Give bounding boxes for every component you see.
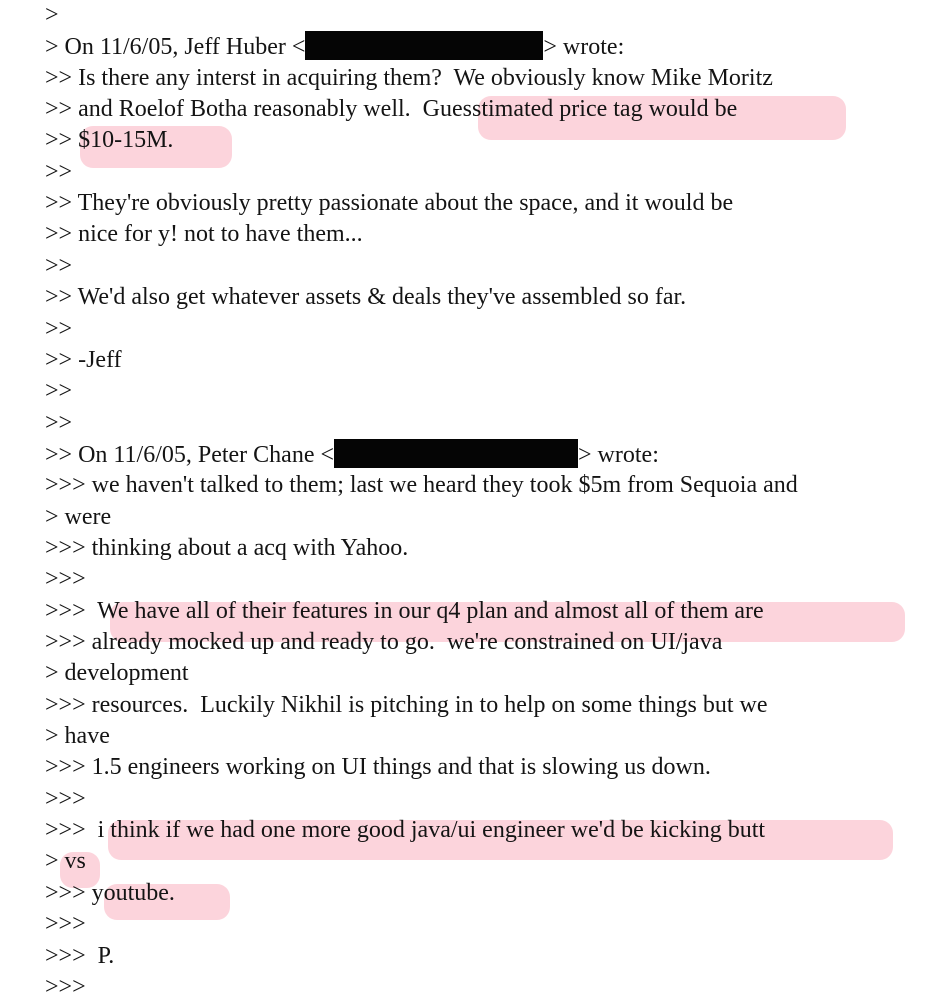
quote-prefix: >>	[45, 64, 79, 91]
email-line	[45, 63, 773, 94]
email-line	[45, 408, 72, 439]
email-line	[45, 439, 659, 470]
quote-prefix: >	[45, 503, 65, 530]
line-text: $10-15M.	[78, 127, 174, 154]
quote-prefix: >	[45, 34, 65, 61]
line-text: already mocked up and ready to go. we're constrained on UI/java	[91, 629, 723, 655]
line-text: thinking about a acq with Yahoo.	[91, 534, 409, 561]
line-text: 1.5 engineers working on UI things and that is slowing us down.	[91, 754, 711, 781]
line-text: we haven't talked to them; last we heard they took $5m from Sequoia and	[91, 472, 798, 499]
line-text: development	[64, 660, 189, 687]
line-text: We'd also get whatever assets & deals they've assembled so far.	[77, 284, 687, 311]
quote-prefix: >>	[45, 315, 73, 342]
email-line	[45, 941, 114, 972]
line-text: On 11/6/05, Peter Chane <	[78, 441, 335, 468]
email-line	[45, 972, 86, 996]
quote-prefix: >	[45, 2, 59, 28]
email-line	[45, 0, 59, 31]
redaction-bar	[334, 439, 578, 468]
email-line	[45, 376, 72, 407]
email-line	[45, 878, 175, 909]
email-line	[45, 596, 764, 627]
email-line	[45, 815, 765, 846]
email-line	[45, 31, 624, 62]
line-text: resources. Luckily Nikhil is pitching in to help on some things but we	[91, 691, 768, 718]
line-text: have	[64, 723, 110, 750]
line-text: youtube.	[91, 879, 175, 906]
line-text: vs	[64, 848, 86, 875]
quote-prefix: >>>	[45, 472, 92, 499]
email-line	[45, 721, 110, 752]
email-line	[45, 282, 686, 313]
email-line	[45, 219, 363, 250]
email-line	[45, 564, 86, 595]
quote-prefix: >>>	[45, 973, 86, 996]
quote-prefix: >>	[45, 284, 78, 311]
line-text: i think if we had one more good java/ui engineer we'd be kicking butt	[91, 817, 766, 844]
quote-prefix: >	[45, 723, 65, 750]
line-text: We have all of their features in our q4 plan and almost all of them are	[91, 597, 764, 624]
line-text: and Roelof Botha reasonably well. Guesstimated price tag would be	[78, 96, 738, 123]
quote-prefix: >>>	[45, 534, 92, 561]
quote-prefix: >>	[45, 441, 79, 468]
email-line	[45, 345, 122, 376]
email-line	[45, 909, 86, 940]
email-line	[45, 752, 711, 783]
line-text: They're obviously pretty passionate about the space, and it would be	[77, 190, 734, 217]
email-line	[45, 94, 737, 125]
email-line	[45, 470, 798, 501]
email-line	[45, 188, 733, 219]
quote-prefix: >>	[45, 346, 79, 373]
email-line	[45, 125, 173, 156]
line-text: were	[64, 503, 112, 530]
quote-prefix: >>>	[45, 691, 92, 718]
quote-prefix: >>>	[45, 597, 92, 624]
quote-prefix: >>>	[45, 879, 92, 906]
quote-prefix: >>>	[45, 629, 92, 655]
quote-prefix: >>>	[45, 566, 86, 593]
quote-prefix: >>>	[45, 754, 92, 781]
quote-prefix: >>	[45, 252, 73, 279]
email-line	[45, 314, 72, 345]
email-line	[45, 157, 72, 188]
line-text: Is there any interst in acquiring them? We obviously know Mike Moritz	[78, 64, 773, 91]
quote-prefix: >>	[45, 378, 73, 405]
quote-prefix: >>	[45, 96, 79, 123]
email-line	[45, 658, 189, 689]
email-line	[45, 846, 86, 877]
quote-prefix: >>	[45, 127, 79, 154]
quote-prefix: >>	[45, 409, 73, 436]
email-line	[45, 502, 111, 533]
quote-prefix: >	[45, 848, 65, 875]
quote-prefix: >>>	[45, 817, 92, 844]
quote-prefix: >>>	[45, 785, 86, 812]
line-text-after: > wrote:	[543, 34, 625, 61]
line-text: -Jeff	[78, 346, 122, 373]
email-line	[45, 784, 86, 815]
line-text: P.	[91, 942, 115, 969]
email-line	[45, 627, 722, 658]
line-text-after: > wrote:	[578, 441, 659, 468]
quote-prefix: >>	[45, 158, 73, 185]
email-line	[45, 533, 408, 564]
email-line	[45, 251, 72, 282]
quote-prefix: >>	[45, 190, 78, 217]
line-text: nice for y! not to have them...	[78, 221, 363, 248]
quote-prefix: >>>	[45, 942, 92, 969]
quote-prefix: >	[45, 660, 65, 687]
line-text: On 11/6/05, Jeff Huber <	[64, 34, 306, 61]
redaction-bar	[305, 31, 543, 60]
quote-prefix: >>>	[45, 911, 86, 938]
quote-prefix: >>	[45, 221, 79, 248]
email-line	[45, 690, 768, 721]
